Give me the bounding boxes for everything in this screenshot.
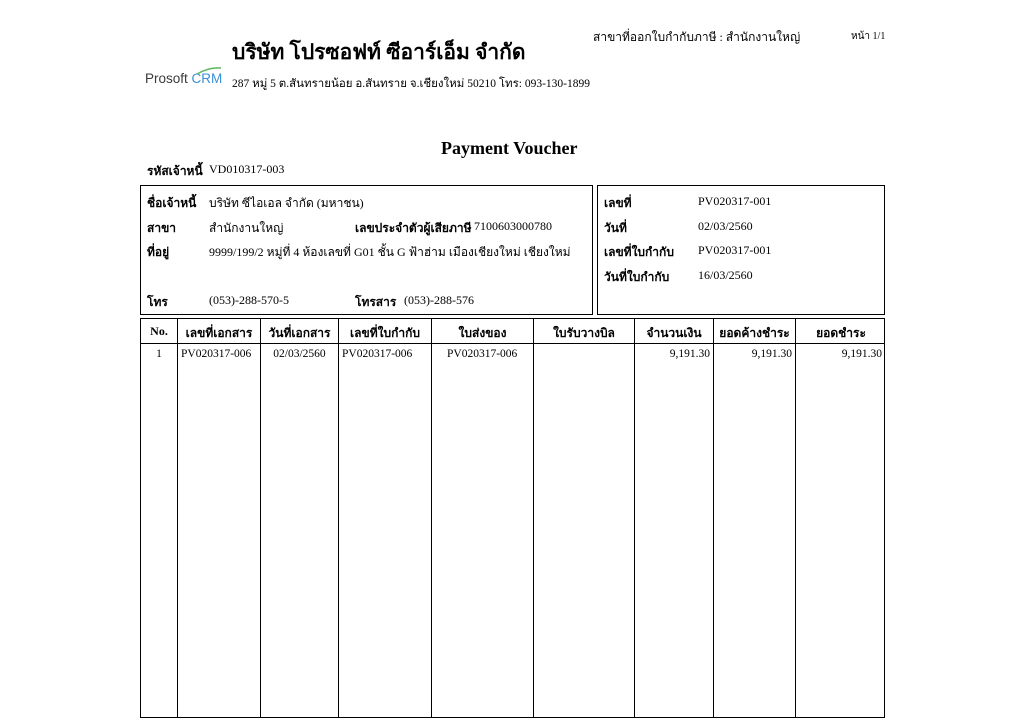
issuing-branch: สาขาที่ออกใบกำกับภาษี : สำนักงานใหญ่ bbox=[593, 30, 801, 44]
logo-prosoft-text: Prosoft bbox=[145, 71, 188, 86]
column-header-payment: ยอดชำระ bbox=[816, 326, 866, 340]
creditor-info-box bbox=[140, 185, 593, 315]
column-header-outstanding: ยอดค้างชำระ bbox=[719, 326, 790, 340]
creditor-fax-label: โทรสาร bbox=[355, 295, 397, 309]
column-header-invoice-no: เลขที่ใบกำกับ bbox=[350, 326, 420, 340]
creditor-address-value: 9999/199/2 หมู่ที่ 4 ห้องเลขที่ G01 ชั้น G ฟ้าฮ่าม เมืองเชียงใหม่ เชียงใหม่ bbox=[209, 245, 571, 259]
document-title: Payment Voucher bbox=[441, 138, 578, 158]
creditor-phone-value: (053)-288-570-5 bbox=[209, 293, 289, 307]
table-cell-payment: 9,191.30 bbox=[841, 348, 882, 360]
creditor-name-value: บริษัท ซีไอเอล จำกัด (มหาชน) bbox=[209, 196, 364, 210]
creditor-branch-value: สำนักงานใหญ่ bbox=[209, 221, 284, 235]
table-cell-doc-date: 02/03/2560 bbox=[273, 348, 326, 360]
column-header-billing-receipt: ใบรับวางบิล bbox=[553, 326, 615, 340]
table-cell-invoice-no: PV020317-006 bbox=[342, 348, 413, 360]
voucher-date-value: 02/03/2560 bbox=[698, 219, 753, 233]
table-cell-amount: 9,191.30 bbox=[669, 348, 710, 360]
creditor-code-label: รหัสเจ้าหนี้ bbox=[147, 164, 203, 178]
column-header-amount: จำนวนเงิน bbox=[646, 326, 702, 340]
logo-crm-text: CRM bbox=[191, 71, 223, 86]
tax-id-label: เลขประจำตัวผู้เสียภาษี bbox=[355, 221, 472, 235]
creditor-code-value: VD010317-003 bbox=[209, 162, 285, 176]
voucher-number-value: PV020317-001 bbox=[698, 194, 772, 208]
creditor-address-label: ที่อยู่ bbox=[147, 245, 170, 259]
prosoft-crm-logo bbox=[145, 66, 225, 90]
creditor-fax-value: (053)-288-576 bbox=[404, 293, 474, 307]
creditor-phone-label: โทร bbox=[147, 295, 168, 309]
column-header-doc-date: วันที่เอกสาร bbox=[268, 326, 331, 340]
table-cell-no: 1 bbox=[156, 348, 162, 360]
invoice-number-label: เลขที่ใบกำกับ bbox=[604, 245, 674, 259]
creditor-branch-label: สาขา bbox=[147, 221, 177, 235]
page-number: หน้า 1/1 bbox=[851, 31, 886, 42]
table-cell-doc-no: PV020317-006 bbox=[181, 348, 252, 360]
company-address: 287 หมู่ 5 ต.สันทรายน้อย อ.สันทราย จ.เชียงใหม่ 50210 โทร: 093-130-1899 bbox=[232, 78, 590, 90]
column-header-no: No. bbox=[150, 324, 168, 338]
creditor-name-label: ชื่อเจ้าหนี้ bbox=[147, 196, 197, 210]
tax-id-value: 7100603000780 bbox=[474, 219, 552, 233]
invoice-date-label: วันที่ใบกำกับ bbox=[604, 270, 670, 284]
voucher-info-box bbox=[597, 185, 885, 315]
invoice-number-value: PV020317-001 bbox=[698, 243, 772, 257]
table-cell-delivery-note: PV020317-006 bbox=[447, 348, 518, 360]
company-name: บริษัท โปรซอฟท์ ซีอาร์เอ็ม จำกัด bbox=[232, 40, 526, 64]
payment-items-table bbox=[140, 318, 885, 718]
column-header-delivery-note: ใบส่งของ bbox=[458, 326, 507, 340]
logo-swoosh-icon bbox=[195, 66, 223, 76]
voucher-number-label: เลขที่ bbox=[604, 196, 632, 210]
invoice-date-value: 16/03/2560 bbox=[698, 268, 753, 282]
table-cell-outstanding: 9,191.30 bbox=[751, 348, 792, 360]
voucher-date-label: วันที่ bbox=[604, 221, 627, 235]
column-header-doc-no: เลขที่เอกสาร bbox=[185, 326, 253, 340]
